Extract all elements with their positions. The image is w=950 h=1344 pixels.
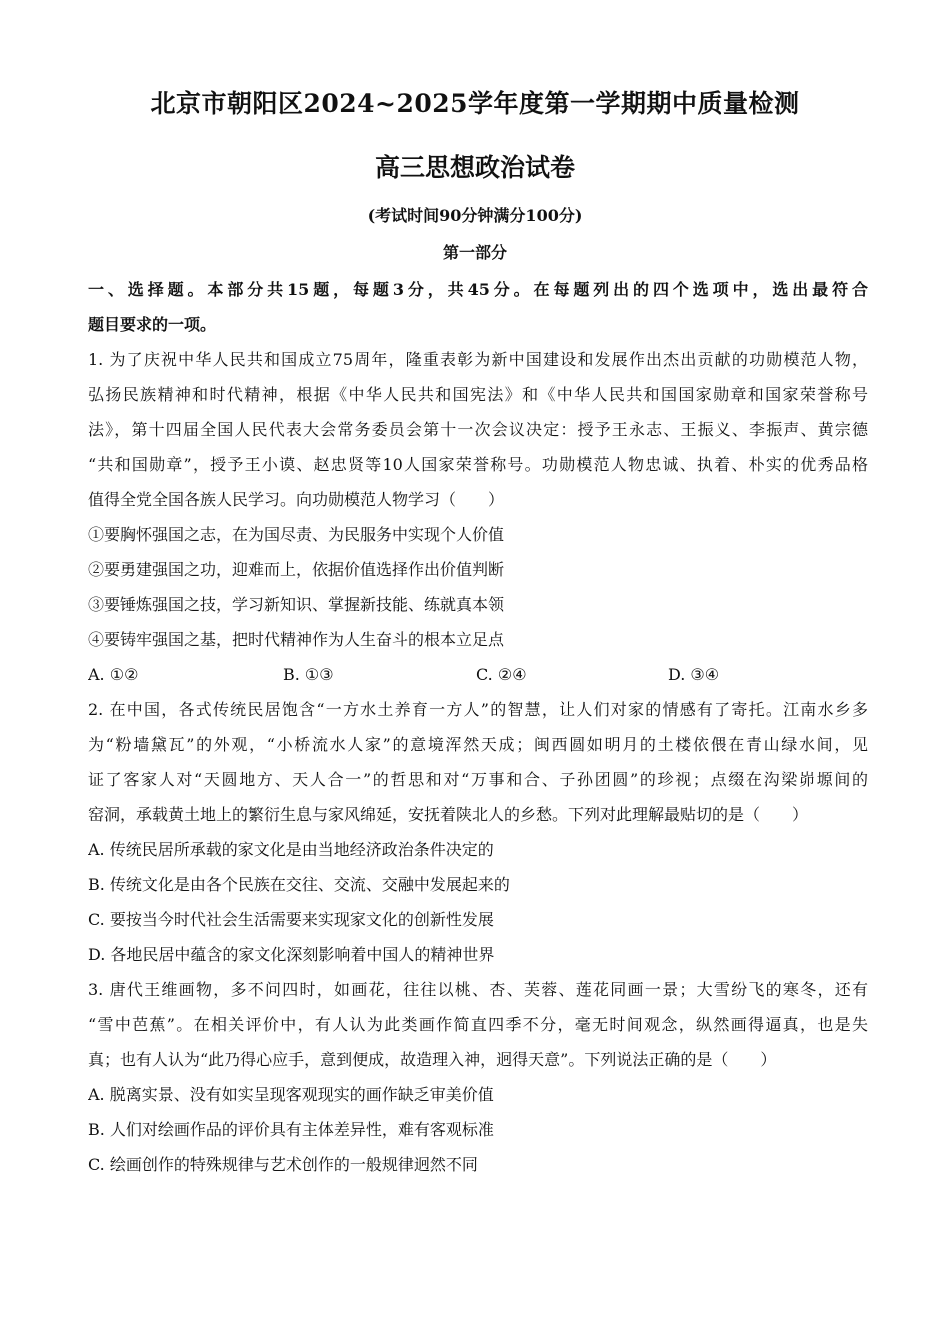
exam-time-info: (考试时间90分钟满分100分) [367, 206, 583, 225]
exam-title: 北京市朝阳区2024~2025学年度第一学期期中质量检测 [150, 89, 800, 118]
answer-option-a: A. 脱离实景、没有如实呈现客观现实的画作缺乏审美价值 [88, 1085, 494, 1104]
statement-item: ①要胸怀强国之志，在为国尽责、为民服务中实现个人价值 [88, 525, 505, 544]
question-stem-line: 为“粉墙黛瓦”的外观，“小桥流水人家”的意境浑然天成；闽西圆如明月的土楼依偎在青山绿水间，见 [88, 735, 868, 754]
answer-option-a: A. 传统民居所承载的家文化是由当地经济政治条件决定的 [88, 840, 494, 859]
question-stem-line: 3. 唐代王维画物，多不问四时，如画花，往往以桃、杏、芙蓉、莲花同画一景；大雪纷飞的寒冬，还有 [88, 980, 868, 999]
answer-option-c: C. 绘画创作的特殊规律与艺术创作的一般规律迥然不同 [88, 1155, 478, 1174]
statement-item: ②要勇建强国之功，迎难而上，依据价值选择作出价值判断 [88, 560, 505, 579]
exam-content [88, 272, 868, 1182]
answer-option-d: D. 各地民居中蕴含的家文化深刻影响着中国人的精神世界 [88, 945, 495, 964]
answer-option-b: B. 传统文化是由各个民族在交往、交流、交融中发展起来的 [88, 875, 510, 894]
answer-options-row [88, 657, 868, 692]
question-3 [88, 972, 868, 1182]
question-1 [88, 342, 868, 692]
question-stem-line: “共和国勋章”，授予王小谟、赵忠贤等10人国家荣誉称号。功勋模范人物忠诚、执着、朴实的优秀品格 [88, 455, 868, 474]
answer-option-d: D. ③④ [668, 665, 720, 684]
question-stem-line: 真；也有人认为“此乃得心应手，意到便成，故造理入神，迥得天意”。下列说法正确的是（ ） [88, 1050, 777, 1069]
question-stem-line: 2. 在中国，各式传统民居饱含“一方水土养育一方人”的智慧，让人们对家的情感有了寄托。江南水乡多 [88, 700, 868, 719]
answer-option-a: A. ①② [88, 665, 139, 684]
section-instruction: 一、选择题。本部分共15题，每题3分，共45分。在每题列出的四个选项中，选出最符合 [88, 280, 868, 299]
section-instruction: 题目要求的一项。 [88, 315, 217, 334]
statement-item: ③要锤炼强国之技，学习新知识、掌握新技能、练就真本领 [88, 595, 505, 614]
question-stem-line: 窑洞，承载黄土地上的繁衍生息与家风绵延，安抚着陕北人的乡愁。下列对此理解最贴切的是（ ） [88, 805, 809, 824]
question-stem-line: “雪中芭蕉”。在相关评价中，有人认为此类画作简直四季不分，毫无时间观念，纵然画得逼真，也是失 [88, 1015, 868, 1034]
part-label: 第一部分 [442, 243, 507, 262]
exam-subject-title: 高三思想政治试卷 [374, 153, 575, 182]
question-2 [88, 692, 868, 972]
answer-option-c: C. ②④ [476, 665, 527, 684]
answer-option-b: B. 人们对绘画作品的评价具有主体差异性，难有客观标准 [88, 1120, 494, 1139]
answer-option-c: C. 要按当今时代社会生活需要来实现家文化的创新性发展 [88, 910, 494, 929]
question-stem-line: 弘扬民族精神和时代精神，根据《中华人民共和国宪法》和《中华人民共和国国家勋章和国家荣誉称号 [88, 385, 868, 404]
question-stem-line: 法》，第十四届全国人民代表大会常务委员会第十一次会议决定：授予王永志、王振义、李振声、黄宗德 [88, 420, 868, 439]
statement-item: ④要铸牢强国之基，把时代精神作为人生奋斗的根本立足点 [88, 630, 505, 649]
question-stem-line: 值得全党全国各族人民学习。向功勋模范人物学习（ ） [88, 490, 505, 509]
question-stem-line: 证了客家人对“天圆地方、天人合一”的哲思和对“万事和合、子孙团圆”的珍视；点缀在沟梁峁塬间的 [88, 770, 868, 789]
answer-option-b: B. ①③ [283, 665, 334, 684]
question-stem-line: 1. 为了庆祝中华人民共和国成立75周年，隆重表彰为新中国建设和发展作出杰出贡献的功勋模范人物， [88, 350, 868, 369]
